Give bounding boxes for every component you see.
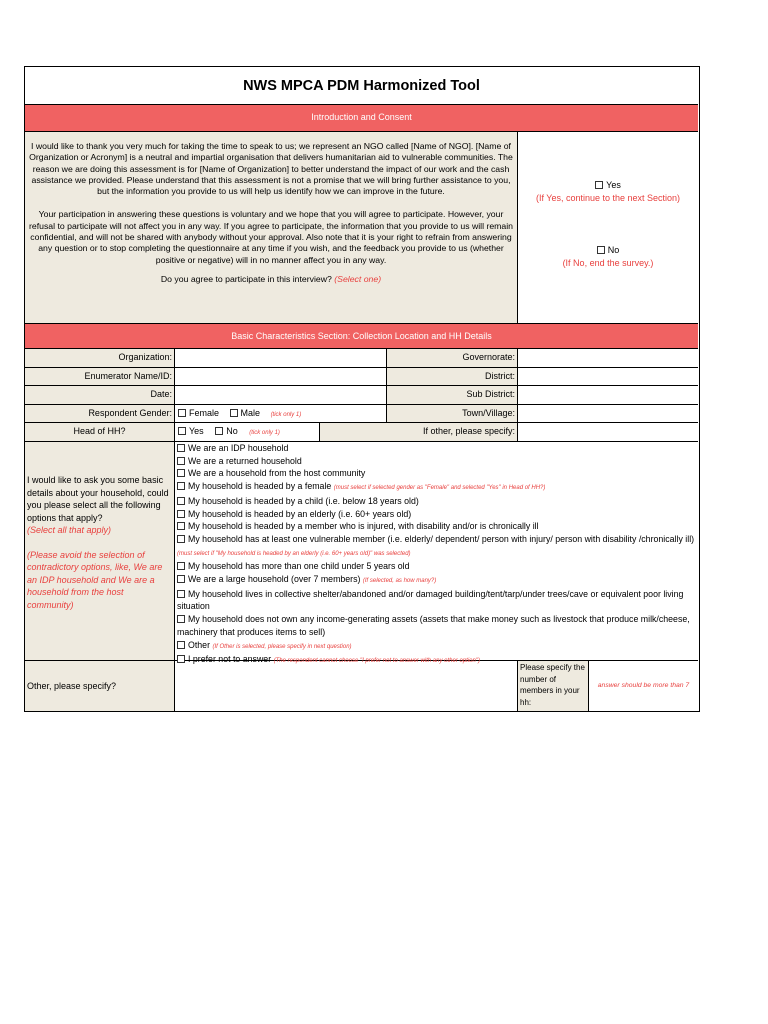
consent-question (27, 274, 515, 285)
option-label: We are a large household (over 7 members) (188, 574, 361, 585)
option-label: My household lives in collective shelter/abandoned and/or damaged building/tent/tarp/under trees/cave or equivalent poor living situation (177, 588, 684, 612)
checkbox[interactable] (230, 409, 238, 417)
checkbox[interactable] (177, 510, 185, 518)
members-count-note: answer should be more than 7 (597, 682, 690, 689)
checkbox[interactable] (177, 535, 185, 543)
consent-no-hint: (If No, end the survey.) (562, 258, 654, 268)
hh-option-child-headed[interactable] (175, 495, 698, 508)
hh-option-collective-shelter[interactable] (175, 588, 698, 613)
option-label: My household has at least one vulnerable member (i.e. elderly/ dependent/ person with injury/ person with disability /chronically ill) (188, 533, 695, 544)
head-hint: (tick only 1) (249, 430, 280, 436)
consent-yes-option[interactable] (518, 180, 698, 190)
form-sheet (24, 66, 700, 712)
checkbox[interactable] (177, 615, 185, 623)
option-label: I prefer not to answer (188, 654, 272, 665)
district-label: District: (387, 368, 518, 386)
organization-label: Organization: (25, 349, 175, 368)
town-village-input[interactable] (518, 405, 698, 423)
option-label: My household is headed by a female (188, 481, 332, 492)
household-question: I would like to ask you some basic details about your household, could you please select all the following options that apply? (27, 475, 169, 523)
hh-option-elderly-headed[interactable] (175, 508, 698, 521)
checkbox[interactable] (177, 497, 185, 505)
option-label: Other (188, 639, 211, 650)
district-input[interactable] (518, 368, 698, 386)
governorate-label: Governorate: (387, 349, 518, 368)
consent-no-label: No (607, 245, 620, 255)
head-yes-label: Yes (189, 426, 204, 436)
head-no-label: No (226, 426, 238, 436)
section-header-introduction: Introduction and Consent (25, 105, 698, 132)
checkbox[interactable] (177, 444, 185, 452)
male-label: Male (240, 408, 261, 418)
option-note: (must select if selected gender as "Female" and selected "Yes" in Head of HH?) (333, 485, 546, 492)
option-note: (If selected, as how many?) (362, 578, 437, 585)
checkbox[interactable] (177, 457, 185, 465)
consent-question-hint: (Select one) (334, 273, 382, 284)
consent-paragraph-1: I would like to thank you very much for taking the time to speak to us; we represent an NGO called [Name of NGO]. [Name of Organization or Acronym] is a neutral and impartial organisation that delivers humanitarian aid to vulnerable communities. The reason we are doing this assessment is for [Name of Organization] to better understand the impact of our work and the cash assistance we provided. Please understand that this assessment is not a promise that we will bring further assistance to you, but the information you provide to us will help us identify how we can improve in the future. (29, 141, 513, 197)
consent-yes-hint: (If Yes, continue to the next Section) (535, 193, 681, 203)
consent-no-option[interactable] (518, 245, 698, 255)
checkbox[interactable] (595, 181, 603, 189)
date-input[interactable] (175, 386, 387, 405)
option-note: (must select if "My household is headed by an elderly (i.e. 60+ years old)" was selected) (177, 550, 411, 557)
option-label: We are a returned household (188, 455, 302, 466)
option-label: We are a household from the host community (188, 468, 366, 479)
household-question-cell (25, 442, 175, 661)
checkbox[interactable] (177, 575, 185, 583)
if-other-input[interactable] (518, 423, 698, 442)
option-label: We are an IDP household (188, 443, 289, 453)
hh-option-host-community[interactable] (175, 467, 698, 480)
hh-option-vulnerable-member[interactable] (175, 533, 698, 560)
hh-option-large-household[interactable] (175, 573, 698, 588)
household-options (175, 442, 698, 665)
head-yes-option[interactable] (178, 426, 204, 436)
checkbox[interactable] (177, 522, 185, 530)
hh-option-idp[interactable] (175, 442, 698, 455)
respondent-gender-label: Respondent Gender: (25, 405, 175, 423)
sub-district-label: Sub District: (387, 386, 518, 405)
consent-paragraph-2: Your participation in answering these questions is voluntary and we hope that you will agree to participate. However, your refusal to participate will not affect you in any way. If you agree to participate, the information that you provide to us will remain confidential, and will not be shared with anybody without your approval. Also note that it is your right to refrain from answering any question or to stop completing the questionnaire at any time if you wish, and the feedback you provide to us (whether positive or negative) will in no manner affect you in any way. (28, 209, 514, 265)
consent-text-cell (25, 132, 518, 324)
head-of-hh-label: Head of HH? (25, 423, 175, 442)
checkbox[interactable] (177, 562, 185, 570)
hh-option-female-headed[interactable] (175, 480, 698, 495)
town-village-label: Town/Village: (387, 405, 518, 423)
household-hint-contradictory: (Please avoid the selection of contradictory options, like, We are an IDP household and We are a household from the host community) (27, 549, 163, 610)
hh-option-no-assets[interactable] (175, 613, 698, 638)
gender-options (175, 405, 387, 423)
gender-male-option[interactable] (230, 408, 261, 418)
head-no-option[interactable] (215, 426, 238, 436)
members-count-label: Please specify the number of members in your hh: (518, 661, 589, 711)
option-label: My household does not own any income-generating assets (assets that make money such as livestock that produce milk/cheese, machinery that produces items to sell) (177, 614, 690, 637)
hh-option-other[interactable] (175, 639, 698, 654)
section-header-basic-characteristics: Basic Characteristics Section: Collection Location and HH Details (25, 324, 698, 349)
checkbox[interactable] (178, 427, 186, 435)
gender-female-option[interactable] (178, 408, 219, 418)
hh-option-returned[interactable] (175, 455, 698, 468)
option-label: My household is headed by an elderly (i.e. 60+ years old) (188, 508, 412, 519)
gender-hint: (tick only 1) (270, 412, 302, 418)
consent-question-text: Do you agree to participate in this interview? (160, 273, 332, 284)
governorate-input[interactable] (518, 349, 698, 368)
household-hint-select-all: (Select all that apply) (27, 525, 112, 535)
other-specify-label: Other, please specify? (25, 661, 175, 711)
option-note: (The respondent cannot choose "I prefer not to answer with any other option") (273, 658, 480, 665)
checkbox[interactable] (597, 246, 605, 254)
other-specify-input[interactable] (175, 661, 518, 711)
hh-option-children-under-5[interactable] (175, 560, 698, 573)
date-label: Date: (25, 386, 175, 405)
enumerator-input[interactable] (175, 368, 387, 386)
female-label: Female (189, 408, 220, 418)
checkbox[interactable] (177, 482, 185, 490)
enumerator-label: Enumerator Name/ID: (25, 368, 175, 386)
option-note: (If Other is selected, please specify in next question) (212, 643, 352, 650)
head-of-hh-options (175, 423, 320, 442)
option-label: My household has more than one child under 5 years old (188, 561, 410, 572)
sub-district-input[interactable] (518, 386, 698, 405)
consent-yes-label: Yes (606, 180, 621, 190)
checkbox[interactable] (177, 641, 185, 649)
hh-option-injured-headed[interactable] (175, 520, 698, 533)
organization-input[interactable] (175, 349, 387, 368)
members-count-input[interactable] (589, 661, 698, 711)
option-label: My household is headed by a child (i.e. below 18 years old) (188, 495, 419, 506)
consent-choices-cell (518, 132, 698, 324)
checkbox[interactable] (178, 409, 186, 417)
if-other-label: If other, please specify: (320, 423, 518, 442)
form-title: NWS MPCA PDM Harmonized Tool (25, 67, 698, 105)
checkbox[interactable] (177, 469, 185, 477)
checkbox[interactable] (177, 590, 185, 598)
checkbox[interactable] (215, 427, 223, 435)
option-label: My household is headed by a member who is injured, with disability and/or is chronically ill (188, 521, 539, 532)
